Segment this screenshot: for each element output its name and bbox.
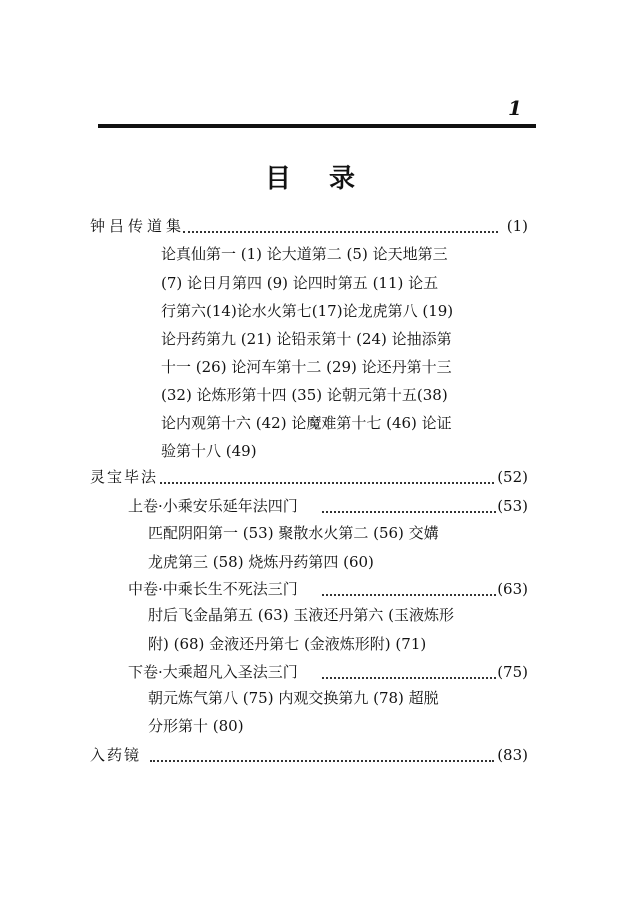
toc-subentry-title: 中卷·中乘长生不死法三门: [128, 580, 298, 598]
toc-leader: [150, 760, 494, 762]
toc-subentry-vol2[interactable]: [0, 574, 637, 604]
detail-line: 论内观第十六 (42) 论魔难第十七 (46) 论证: [161, 414, 452, 432]
toc-entry-page: (1): [506, 217, 528, 235]
toc-entry-lingbao[interactable]: [0, 462, 637, 492]
toc-entry-page: (83): [497, 746, 528, 764]
detail-line: 论丹药第九 (21) 论铅汞第十 (24) 论抽添第: [161, 330, 452, 348]
toc-leader: [183, 231, 498, 233]
detail-line: 论真仙第一 (1) 论大道第二 (5) 论天地第三: [161, 245, 448, 263]
toc-entry-zhonglv[interactable]: [0, 211, 637, 241]
detail-line: 行第六(14)论水火第七(17)论龙虎第八 (19): [161, 302, 454, 320]
detail-line: 匹配阴阳第一 (53) 聚散水火第二 (56) 交媾: [148, 524, 439, 542]
detail-line: 龙虎第三 (58) 烧炼丹药第四 (60): [148, 553, 374, 571]
page-number: 1: [508, 96, 522, 120]
toc-entry-page: (52): [497, 468, 528, 486]
detail-line: 验第十八 (49): [161, 442, 257, 460]
toc-entry-title: 钟吕传道集: [90, 217, 186, 235]
toc-entry-ruyaojing[interactable]: [0, 740, 637, 770]
detail-line: (32) 论炼形第十四 (35) 论朝元第十五(38): [161, 386, 448, 404]
detail-line: 肘后飞金晶第五 (63) 玉液还丹第六 (玉液炼形: [148, 606, 454, 624]
toc-leader: [322, 594, 496, 596]
toc-leader: [322, 511, 496, 513]
toc-subentry-title: 上卷·小乘安乐延年法四门: [128, 497, 298, 515]
toc-subentry-vol3[interactable]: [0, 657, 637, 687]
detail-line: 朝元炼气第八 (75) 内观交换第九 (78) 超脱: [148, 689, 439, 707]
detail-line: 附) (68) 金液还丹第七 (金液炼形附) (71): [148, 635, 427, 653]
toc-subentry-page: (63): [497, 580, 528, 598]
toc-subentry-vol1[interactable]: [0, 491, 637, 521]
toc-leader: [322, 677, 496, 679]
toc-entry-title: 灵宝毕法: [90, 468, 159, 486]
page-title: 目录: [265, 164, 394, 194]
detail-line: 十一 (26) 论河车第十二 (29) 论还丹第十三: [161, 358, 452, 376]
header-rule: [98, 124, 536, 128]
detail-line: 分形第十 (80): [148, 717, 244, 735]
detail-line: (7) 论日月第四 (9) 论四时第五 (11) 论五: [161, 274, 439, 292]
toc-subentry-title: 下卷·大乘超凡入圣法三门: [128, 663, 298, 681]
toc-entry-title: 入药镜: [90, 746, 142, 764]
toc-subentry-page: (75): [497, 663, 528, 681]
toc-leader: [160, 482, 494, 484]
toc-subentry-page: (53): [497, 497, 528, 515]
